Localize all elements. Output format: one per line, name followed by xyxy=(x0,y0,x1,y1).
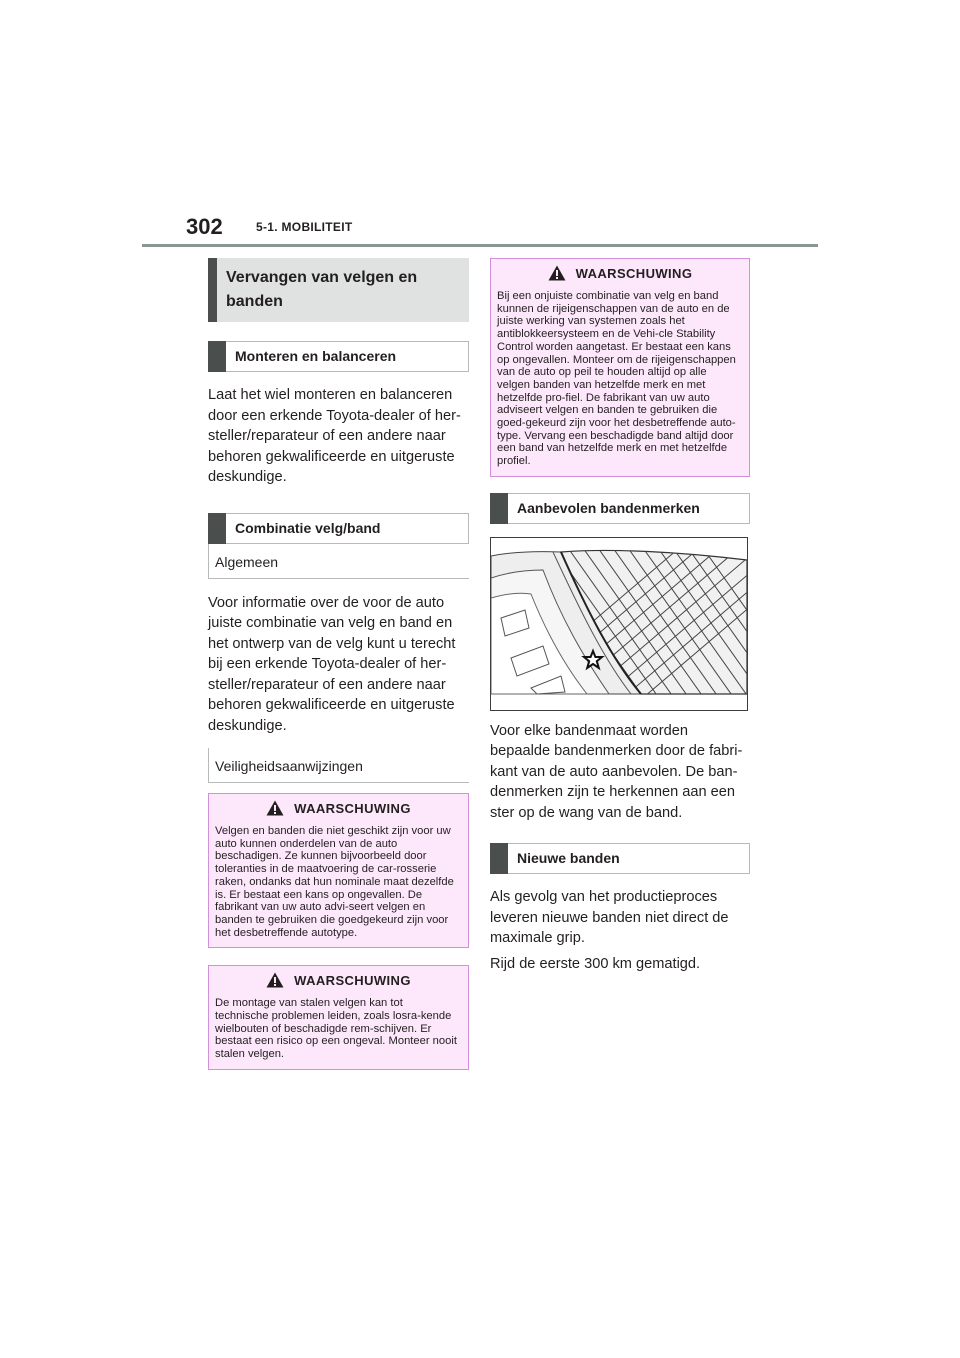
warning-text: Velgen en banden die niet geschikt zijn voor uw auto kunnen onderdelen van de auto beschadigen. Ze kunnen bijvoorbeeld door toleranties in de maatvoering de car-rosserie raken, ondanks dat hun nominale maat dezelfde is. Er bestaat een kans op ongevallen. De fabrikant van uw auto advi-seert velgen en banden te gebruiken die goedgekeurd zijn voor het desbetreffende autotype. xyxy=(215,825,454,939)
subsection-combination xyxy=(208,513,469,544)
tire-illustration xyxy=(490,537,748,711)
warning-text: Bij een onjuiste combinatie van velg en band kunnen de rijeigenschappen van de auto en de juiste werking van systemen zoals het antiblokkeersysteem en de Vehi-cle Stability Control worden aangetast. Er bestaat een kans op ongevallen. Monteer om de rijeigenschappen van de auto op peil te houden altijd op alle velgen banden van hetzelfde merk en met hetzelfde pro-fiel. De fabrikant van uw auto adviseert velgen en banden te gebruiken die goed-gekeurd zijn voor het desbetreffende auto-type. Vervang een beschadigde band altijd door een band van hetzelfde merk en met hetzelfde profiel. xyxy=(497,290,736,468)
warning-triangle-icon xyxy=(266,972,284,988)
warning-header xyxy=(491,259,749,287)
warning-box-1 xyxy=(208,793,469,948)
warning-title: WAARSCHUWING xyxy=(294,800,411,816)
warning-title: WAARSCHUWING xyxy=(575,265,693,281)
new-tires-advice: Rijd de eerste 300 km gematigd. xyxy=(490,955,701,972)
recommended-brands-text: Voor elke bandenmaat worden bepaalde bandenmerken door de fabri-kant van de auto aanbevolen. De ban-denmerken zijn te herkennen aan een ster op de wang van de band. xyxy=(490,722,743,821)
minor-heading-general: Algemeen xyxy=(208,544,469,579)
combination-text: Voor informatie over de voor de auto juiste combinatie van velg en band en het ontwerp van de velg kunt u terecht bij een erkende Toyota-dealer of her-steller/reparateur of een andere naar behoren gekwalificeerde en uitgeruste deskundige. xyxy=(208,594,456,734)
warning-triangle-icon xyxy=(266,800,284,816)
warning-header xyxy=(209,794,468,822)
new-tires-text: Als gevolg van het productieproces leveren nieuwe banden niet direct de maximale grip. xyxy=(490,889,729,947)
right-column xyxy=(490,258,750,974)
left-column xyxy=(208,258,469,1070)
subsection-recommended-brands-title: Aanbevolen bandenmerken xyxy=(517,499,700,516)
warning-triangle-icon xyxy=(548,265,566,281)
warning-box-3 xyxy=(490,258,750,477)
warning-title: WAARSCHUWING xyxy=(294,972,411,988)
section-title: Vervangen van velgen en banden xyxy=(208,258,469,322)
page-number: 302 xyxy=(186,214,223,239)
tire-drawing xyxy=(491,538,747,710)
mounting-text: Laat het wiel monteren en balanceren door een erkende Toyota-dealer of her-steller/reparateur of een andere naar behoren gekwalificeerde en uitgeruste deskundige. xyxy=(208,387,461,485)
minor-heading-safety: Veiligheidsaanwijzingen xyxy=(208,748,469,783)
subsection-mounting xyxy=(208,341,469,372)
subsection-new-tires xyxy=(490,843,750,874)
subsection-combination-title: Combinatie velg/band xyxy=(235,519,381,536)
warning-box-2 xyxy=(208,965,469,1070)
warning-text: De montage van stalen velgen kan tot technische problemen leiden, zoals losra-kende wielbouten of beschadigde rem-schijven. Er bestaat een risico op een ongeval. Monteer nooit stalen velgen. xyxy=(215,997,457,1061)
subsection-recommended-brands xyxy=(490,493,750,524)
header-rule xyxy=(142,244,818,247)
chapter-title: 5-1. MOBILITEIT xyxy=(256,220,353,234)
subsection-new-tires-title: Nieuwe banden xyxy=(517,850,620,867)
warning-header xyxy=(209,966,468,994)
subsection-mounting-title: Monteren en balanceren xyxy=(235,348,397,364)
